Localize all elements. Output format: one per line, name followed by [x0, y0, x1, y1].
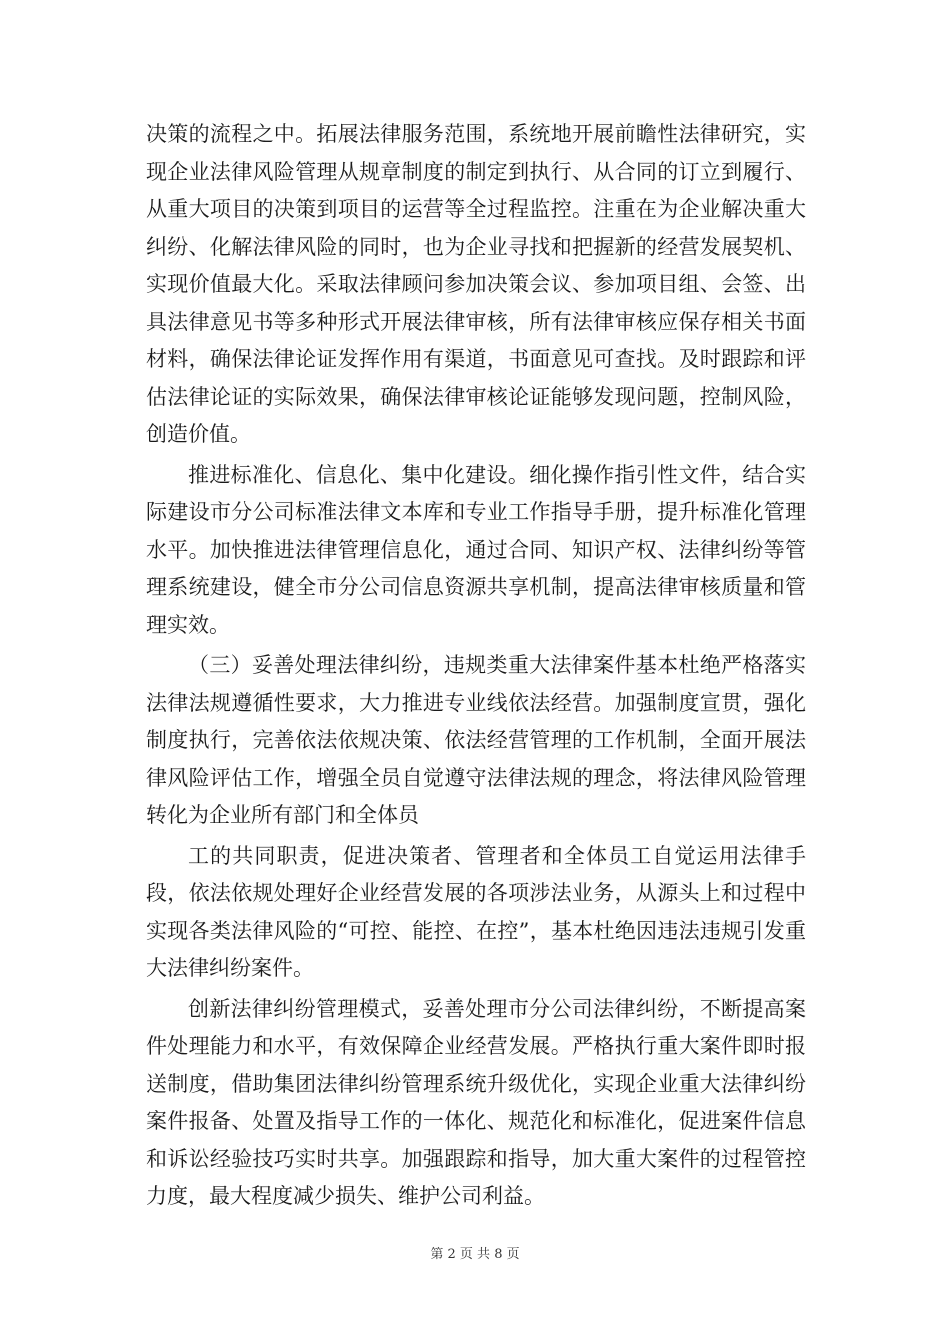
document-body: [146, 116, 806, 1216]
paragraph-joint-duty: 工的共同职责，促进决策者、管理者和全体员工自觉运用法律手段，依法依规处理好企业经营发展的各项涉法业务，从源头上和过程中实现各类法律风险的“可控、能控、在控”，基本杜绝因违法违规引发重大法律纠纷案件。: [146, 843, 806, 980]
paragraph-section-three: （三）妥善处理法律纠纷，违规类重大法律案件基本杜绝严格落实法律法规遵循性要求，大力推进专业线依法经营。加强制度宣贯，强化制度执行，完善依法依规决策、依法经营管理的工作机制，全面开展法律风险评估工作，增强全员自觉遵守法律法规的理念，将法律风险管理转化为企业所有部门和全体员: [146, 653, 806, 827]
paragraph-continued: 决策的流程之中。拓展法律服务范围，系统地开展前瞻性法律研究，实现企业法律风险管理从规章制度的制定到执行、从合同的订立到履行、从重大项目的决策到项目的运营等全过程监控。注重在为企业解决重大纠纷、化解法律风险的同时，也为企业寻找和把握新的经营发展契机、实现价值最大化。采取法律顾问参加决策会议、参加项目组、会签、出具法律意见书等多种形式开展法律审核，所有法律审核应保存相关书面材料，确保法律论证发挥作用有渠道，书面意见可查找。及时跟踪和评估法律论证的实际效果，确保法律审核论证能够发现问题，控制风险，创造价值。: [146, 122, 806, 446]
paragraph-standardization: 推进标准化、信息化、集中化建设。细化操作指引性文件，结合实际建设市分公司标准法律文本库和专业工作指导手册，提升标准化管理水平。加快推进法律管理信息化，通过合同、知识产权、法律纠纷等管理系统建设，健全市分公司信息资源共享机制，提高法律审核质量和管理实效。: [146, 462, 806, 637]
paragraph-dispute-management: 创新法律纠纷管理模式，妥善处理市分公司法律纠纷，不断提高案件处理能力和水平，有效保障企业经营发展。严格执行重大案件即时报送制度，借助集团法律纠纷管理系统升级优化，实现企业重大法律纠纷案件报备、处置及指导工作的一体化、规范化和标准化，促进案件信息和诉讼经验技巧实时共享。加强跟踪和指导，加大重大案件的过程管控力度，最大程度减少损失、维护公司利益。: [146, 996, 806, 1208]
page-number: 第 2 页 共 8 页: [430, 1247, 520, 1262]
